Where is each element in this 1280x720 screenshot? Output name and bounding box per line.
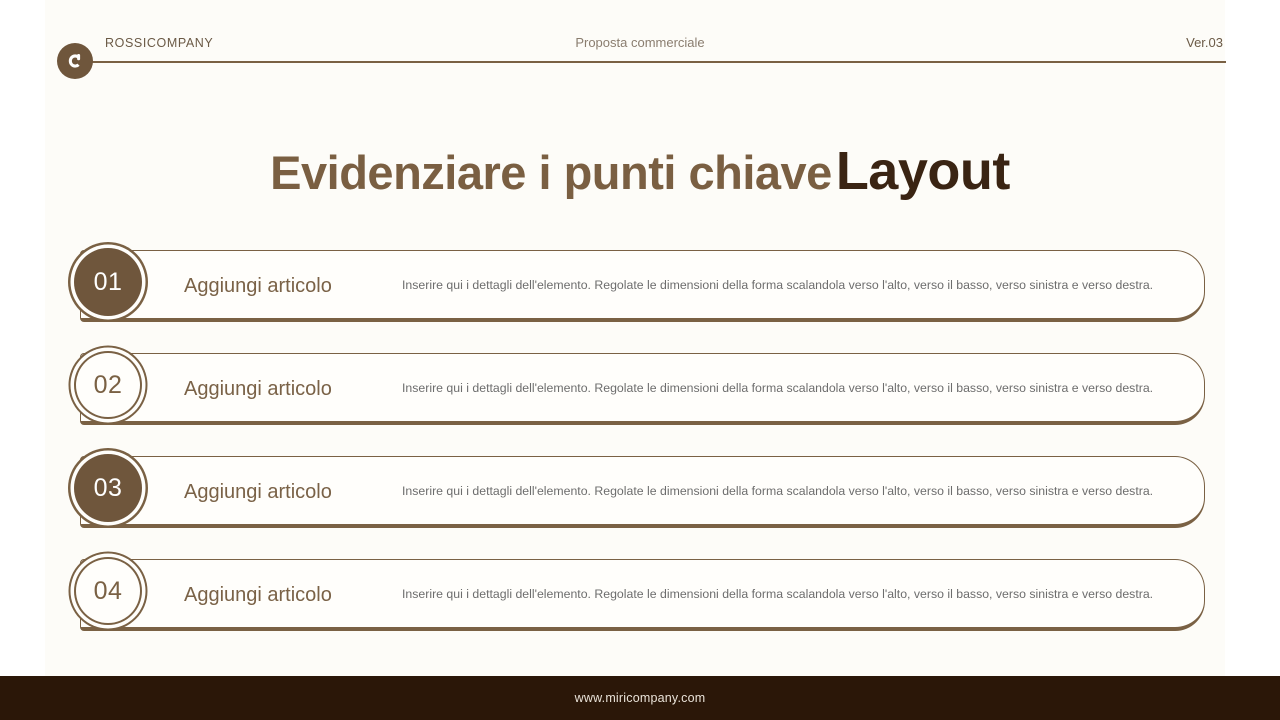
list-item[interactable] — [0, 250, 1280, 325]
brand-name: ROSSICOMPANY — [105, 36, 214, 50]
list-item-title: Aggiungi articolo — [184, 480, 332, 503]
header-divider-rule — [74, 61, 1226, 63]
list-item-number: 01 — [93, 267, 123, 296]
list-item-number-badge — [74, 351, 142, 419]
header-document-title: Proposta commerciale — [575, 35, 705, 50]
list-item-description: Inserire qui i dettagli dell'elemento. Regolate le dimensioni della forma scalandola verso l'alto, verso il basso, verso sinistra e verso destra. — [402, 587, 1154, 602]
slide-footer — [0, 676, 1280, 720]
list-item[interactable] — [0, 456, 1280, 531]
page-title — [0, 140, 1280, 202]
page-title-strong: Layout — [835, 141, 1010, 201]
list-item-number: 03 — [93, 473, 123, 502]
list-item-description: Inserire qui i dettagli dell'elemento. Regolate le dimensioni della forma scalandola verso l'alto, verso il basso, verso sinistra e verso destra. — [402, 278, 1154, 293]
list-item-title: Aggiungi articolo — [184, 583, 332, 606]
list-item-number: 02 — [93, 370, 123, 399]
list-item-description: Inserire qui i dettagli dell'elemento. Regolate le dimensioni della forma scalandola verso l'alto, verso il basso, verso sinistra e verso destra. — [402, 381, 1154, 396]
list-item-title: Aggiungi articolo — [184, 377, 332, 400]
item-list — [0, 250, 1280, 662]
page-title-lead: Evidenziare i punti chiave — [270, 146, 832, 199]
slide-header — [0, 0, 1280, 90]
list-item-number: 04 — [93, 576, 123, 605]
list-item[interactable] — [0, 559, 1280, 634]
footer-website-label: www.miricompany.com — [574, 691, 706, 705]
list-item-number-badge — [74, 454, 142, 522]
list-item-title: Aggiungi articolo — [184, 274, 332, 297]
list-item-description: Inserire qui i dettagli dell'elemento. Regolate le dimensioni della forma scalandola verso l'alto, verso il basso, verso sinistra e verso destra. — [402, 484, 1154, 499]
list-item-number-badge — [74, 248, 142, 316]
list-item-number-badge — [74, 557, 142, 625]
header-version-label: Ver.03 — [1186, 35, 1223, 50]
list-item[interactable] — [0, 353, 1280, 428]
